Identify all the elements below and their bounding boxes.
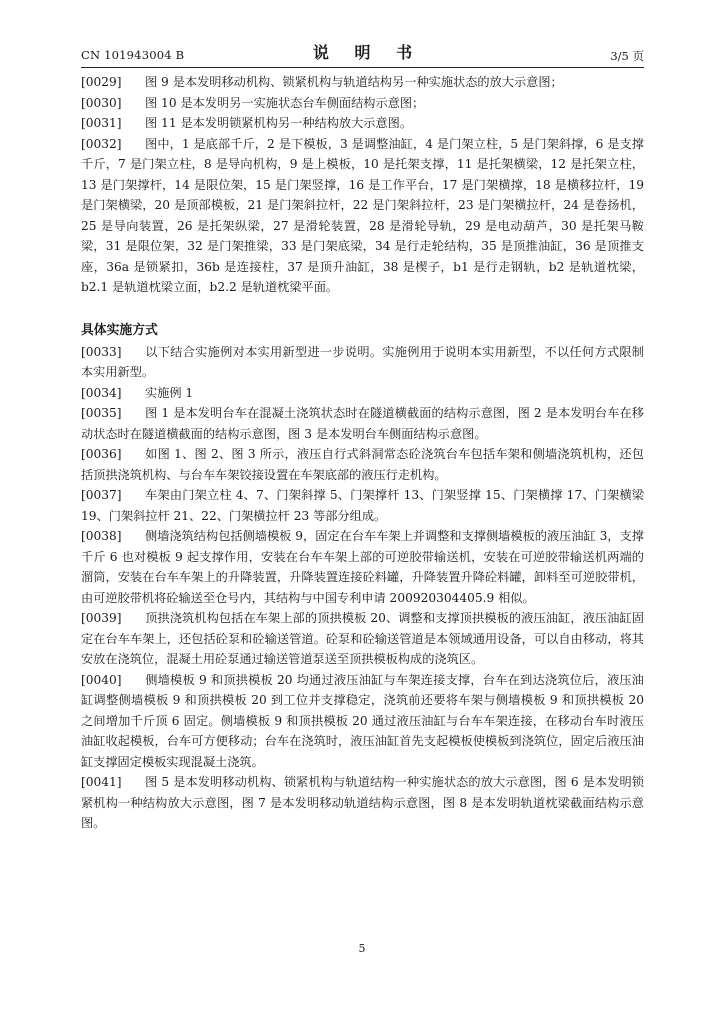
paragraph-text: 图 5 是本发明移动机构、锁紧机构与轨道结构一种实施状态的放大示意图，图 6 是本发明锁紧机构一种结构放大示意图，图 7 是本发明移动轨道结构示意图，图 8 是本发明轨道枕梁截面结构示意图。: [81, 775, 644, 830]
paragraph-text: 顶拱浇筑机构包括在车架上部的顶拱模板 20、调整和支撑顶拱模板的液压油缸，液压油缸固定在台车车架上，还包括砼泵和砼输送管道。砼泵和砼输送管道是本领域通用设备，可以自由移动，将其安放在浇筑位，混凝土用砼泵通过输送管道泵送至顶拱模板构成的浇筑区。: [81, 611, 644, 666]
paragraph: [81, 342, 644, 383]
paragraph-number: [0041]: [81, 775, 122, 789]
paragraph-number: [0039]: [81, 611, 122, 625]
header-rule: [81, 67, 644, 68]
doc-title: 说 明 书: [312, 43, 423, 62]
paragraph-number: [0035]: [81, 406, 122, 420]
paragraphs-after: [81, 342, 644, 834]
paragraph-text: 侧墙浇筑结构包括侧墙模板 9，固定在台车车架上并调整和支撑侧墙模板的液压油缸 3，支撑千斤 6 也对模板 9 起支撑作用，安装在台车车架上部的可逆胶带输送机，安装在可逆胶带输送机两端的溜筒，安装在台车车架上的升降装置，升降装置连接砼料罐，升降装置升降砼料罐，卸料至可逆胶带机，由可逆胶带机将砼输送至仓号内，其结构与中国专利申请 200920304405.9 相似。: [81, 529, 644, 605]
paragraph: [81, 113, 644, 134]
paragraph: [81, 608, 644, 670]
paragraph-text: 如图 1、图 2、图 3 所示，液压自行式斜洞常态砼浇筑台车包括车架和侧墙浇筑机构，还包括顶拱浇筑机构、与台车车架铰接设置在车架底部的液压行走机构。: [81, 447, 644, 482]
paragraph-text: 图 11 是本发明锁紧机构另一种结构放大示意图。: [145, 116, 413, 130]
paragraph-text: 车架由门架立柱 4、7、门架斜撑 5、门架撑杆 13、门架竖撑 15、门架横撑 17、门架横梁 19、门架斜拉杆 21、22、门架横拉杆 23 等部分组成。: [81, 488, 644, 523]
paragraph-number: [0031]: [81, 116, 122, 130]
paragraph-number: [0038]: [81, 529, 122, 543]
paragraph: [81, 383, 644, 404]
paragraph: [81, 72, 644, 93]
paragraph-text: 图中，1 是底部千斤，2 是下模板，3 是调整油缸，4 是门架立柱，5 是门架斜撑，6 是支撑千斤，7 是门架立柱，8 是导向机构，9 是上模板，10 是托架支撑，11 是托架横梁，12 是托架立柱，13 是门架撑杆，14 是限位架，15 是门架竖撑，16 是工作平台，17 是门架横撑，18 是横移拉杆，19 是门架横梁，20 是顶部模板，21 是门架斜拉杆，22 是门架斜拉杆，23 是门架横拉杆，24 是卷扬机，25 是导向装置，26 是托架纵梁，27 是滑轮装置，28 是滑轮导轨，29 是电动葫芦，30 是托架马鞍梁，31 是限位架，32 是门架推梁，33 是门架底梁，34 是行走轮结构，35 是顶推油缸，36 是顶推支座，36a 是锁紧扣，36b 是连接柱，37 是顶升油缸，38 是楔子，b1 是行走钢轨，b2 是轨道枕梁，b2.1 是轨道枕梁立面，b2.2 是轨道枕梁平面。: [81, 136, 644, 294]
paragraph-text: 以下结合实施例对本实用新型进一步说明。实施例用于说明本实用新型，不以任何方式限制本实用新型。: [81, 344, 644, 379]
page-header: [81, 40, 644, 64]
paragraph: [81, 93, 644, 114]
paragraphs-before: [81, 72, 644, 298]
paragraph-number: [0036]: [81, 447, 122, 461]
section-heading: 具体实施方式: [81, 322, 158, 338]
page-number: 5: [358, 942, 366, 955]
paragraph-text: 图 1 是本发明台车在混凝土浇筑状态时在隧道横截面的结构示意图，图 2 是本发明台车在移动状态时在隧道横截面的结构示意图，图 3 是本发明台车侧面结构示意图。: [81, 406, 644, 441]
doc-number: CN 101943004 B: [81, 48, 185, 62]
paragraph: [81, 444, 644, 485]
paragraph-text: 图 10 是本发明另一实施状态台车侧面结构示意图；: [145, 95, 425, 110]
paragraph-number: [0037]: [81, 488, 122, 502]
paragraph: [81, 670, 644, 773]
page-of: 3/5 页: [610, 49, 644, 63]
paragraph: [81, 403, 644, 444]
paragraph-text: 实施例 1: [145, 385, 194, 400]
paragraph-number: [0034]: [81, 385, 122, 400]
paragraph-text: 侧墙模板 9 和顶拱模板 20 均通过液压油缸与车架连接支撑，台车在到达浇筑位后，液压油缸调整侧墙模板 9 和顶拱模板 20 到工位并支撑稳定，浇筑前还要将车架与侧墙模板 9 和顶拱模板 20 之间增加千斤顶 6 固定。侧墙模板 9 和顶拱模板 20 通过液压油缸与台车车架连接，在移动台车时液压油缸收起模板，台车可方便移动；台车在浇筑时，液压油缸首先支起模板使模板到浇筑位，固定后液压油缸支撑固定模板实现混凝土浇筑。: [81, 672, 644, 769]
document-body: [81, 72, 644, 834]
paragraph: [81, 134, 644, 298]
paragraph-number: [0032]: [81, 136, 122, 151]
paragraph: [81, 485, 644, 526]
paragraph: [81, 772, 644, 834]
paragraph-number: [0030]: [81, 95, 122, 110]
paragraph-text: 图 9 是本发明移动机构、锁紧机构与轨道结构另一种实施状态的放大示意图；: [145, 75, 563, 89]
paragraph-number: [0029]: [81, 75, 122, 89]
paragraph: [81, 526, 644, 608]
paragraph-number: [0040]: [81, 672, 122, 687]
paragraph-number: [0033]: [81, 344, 122, 359]
